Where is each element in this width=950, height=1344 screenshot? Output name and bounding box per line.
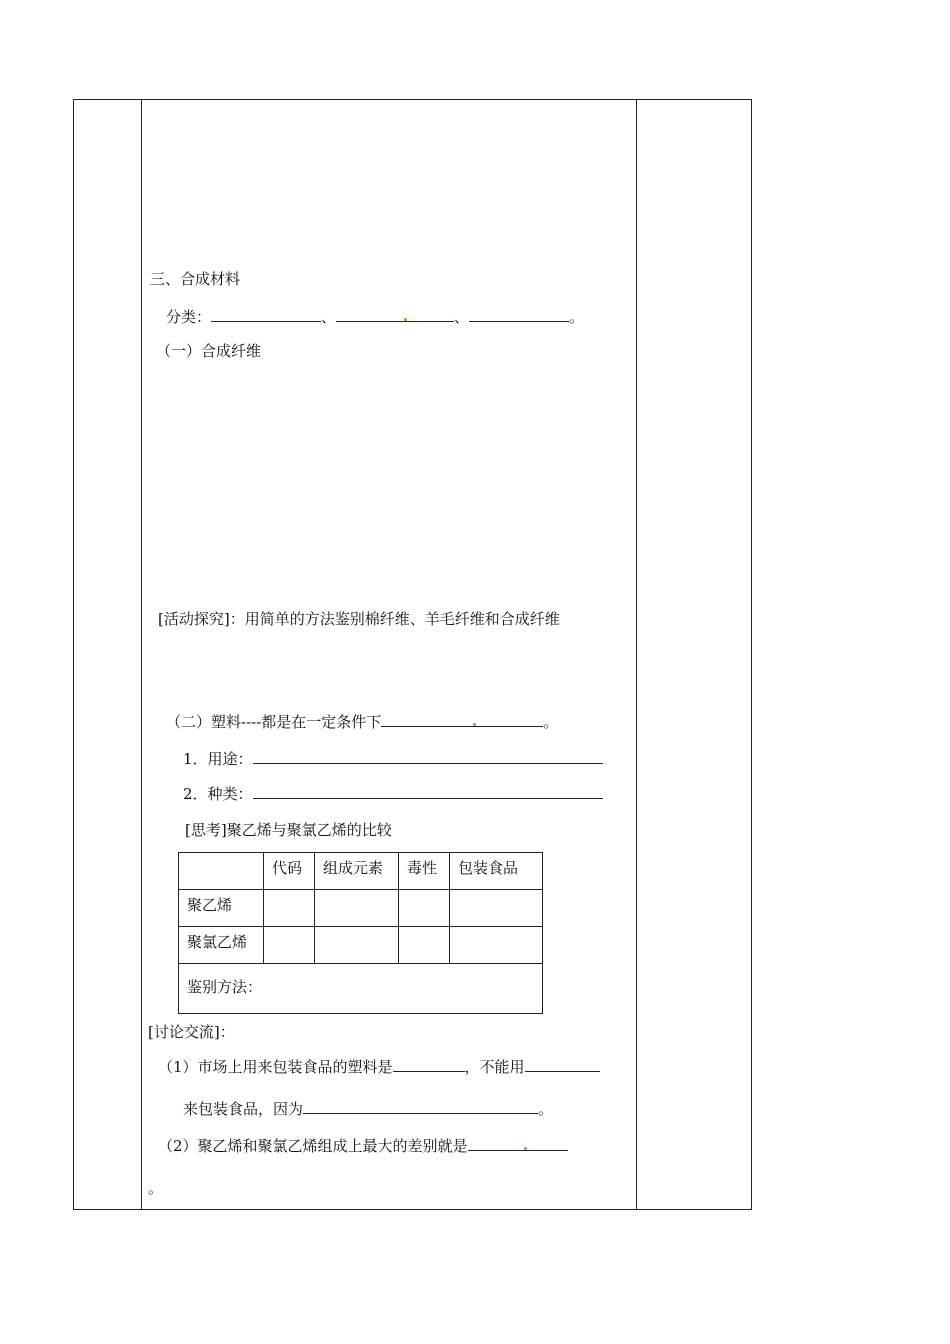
- plastic-title: （二）塑料----都是在一定条件下: [166, 713, 382, 731]
- table-header-row: [179, 853, 543, 890]
- table-cell[interactable]: [450, 890, 543, 927]
- think-prompt: [思考]聚乙烯与聚氯乙烯的比较: [185, 821, 392, 839]
- row-label-polyethylene: 聚乙烯: [179, 890, 264, 927]
- table-cell[interactable]: [399, 927, 450, 964]
- section-title-synthetic-materials: 三、合成材料: [150, 270, 241, 288]
- column-divider-left: [141, 100, 142, 1209]
- discussion-title: [讨论交流]：: [148, 1023, 235, 1041]
- activity-prompt: [活动探究]：用简单的方法鉴别棉纤维、羊毛纤维和合成纤维: [158, 610, 560, 628]
- comparison-table: [178, 852, 543, 1014]
- blank-classification-1[interactable]: [211, 307, 321, 322]
- table-cell[interactable]: [264, 890, 315, 927]
- blank-q2-difference[interactable]: [468, 1136, 568, 1151]
- question-1-line-2: 来包装食品，因为 。: [183, 1100, 554, 1118]
- table-row: [179, 890, 543, 927]
- table-footer-row: [179, 964, 543, 1014]
- identification-method-cell[interactable]: 鉴别方法：: [179, 964, 543, 1014]
- use-label: 1．用途：: [183, 750, 253, 768]
- row-label-pvc: 聚氯乙烯: [179, 927, 264, 964]
- column-divider-right: [636, 100, 637, 1209]
- kind-label: 2．种类：: [183, 785, 253, 803]
- blank-classification-3[interactable]: [469, 307, 569, 322]
- question-2-line: （2）聚乙烯和聚氯乙烯组成上最大的差别就是: [158, 1136, 568, 1156]
- table-cell[interactable]: [450, 927, 543, 964]
- classification-line: 分类： 、 、 。: [166, 308, 585, 326]
- blank-classification-2[interactable]: [336, 307, 454, 322]
- plastic-line: （二）塑料----都是在一定条件下 。: [166, 713, 559, 731]
- table-cell[interactable]: [264, 927, 315, 964]
- table-header-cell: 包装食品: [450, 853, 543, 890]
- table-cell[interactable]: [399, 890, 450, 927]
- table-header-cell: [179, 853, 264, 890]
- classification-label: 分类：: [166, 308, 212, 326]
- table-cell[interactable]: [315, 927, 399, 964]
- blank-use[interactable]: [253, 749, 603, 764]
- table-row: [179, 927, 543, 964]
- question-1-line-1: （1）市场上用来包装食品的塑料是 ，不能用: [158, 1057, 600, 1077]
- question-2-end: 。: [148, 1179, 164, 1197]
- blank-plastic-definition[interactable]: [381, 712, 543, 727]
- use-line: [183, 749, 603, 769]
- table-header-cell: 毒性: [399, 853, 450, 890]
- blank-kind[interactable]: [253, 784, 603, 799]
- document-frame: [73, 99, 752, 1210]
- table-header-cell: 组成元素: [315, 853, 399, 890]
- blank-q1-not-usable[interactable]: [525, 1057, 600, 1072]
- blank-q1-food-plastic[interactable]: [393, 1057, 465, 1072]
- kind-line: [183, 784, 603, 804]
- fiber-title: （一）合成纤维: [156, 342, 262, 360]
- table-header-cell: 代码: [264, 853, 315, 890]
- blank-q1-reason[interactable]: [303, 1099, 538, 1114]
- table-cell[interactable]: [315, 890, 399, 927]
